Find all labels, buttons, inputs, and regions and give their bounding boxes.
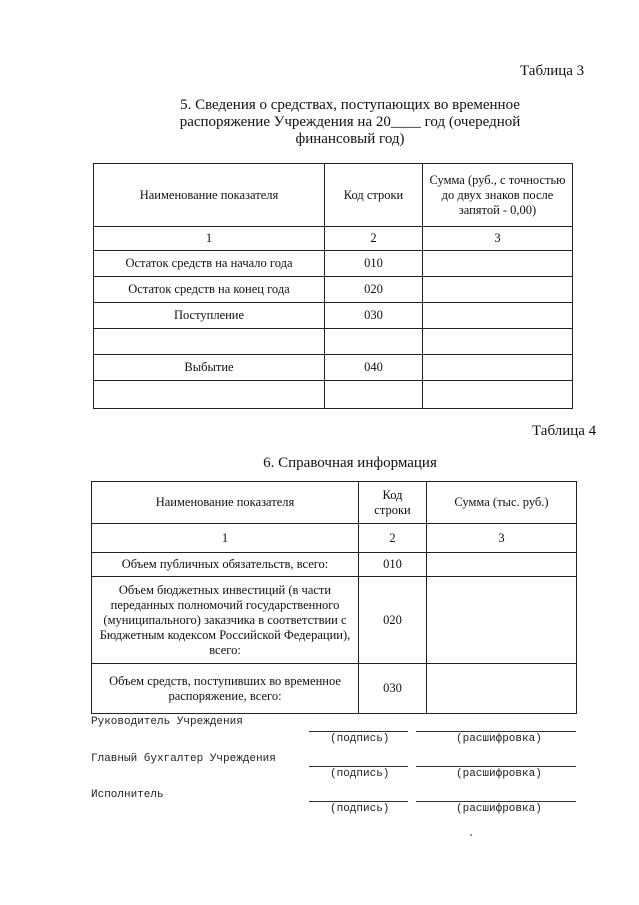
table3-row-code: 040 (325, 355, 423, 381)
table4-row-code: 030 (359, 664, 427, 714)
table3-col-number: 3 (423, 227, 573, 251)
decode-caption-executor: (расшифровка) (456, 803, 542, 815)
section5-title-line1: 5. Сведения о средствах, поступающих во временное (180, 97, 520, 113)
table3-header-code: Код строки (325, 164, 423, 227)
signature-caption-accountant: (подпись) (330, 768, 390, 780)
section5-title-line3: финансовый год) (295, 131, 405, 147)
table4-row-code: 010 (359, 553, 427, 577)
signature-caption-head: (подпись) (330, 733, 390, 745)
table4-header-row (92, 482, 577, 524)
table3-row-sum[interactable] (423, 303, 573, 329)
table3-row-sum[interactable] (423, 277, 573, 303)
section6-title: 6. Справочная информация (263, 455, 437, 471)
table3-header-row (94, 164, 573, 227)
table4-row-name: Объем бюджетных инвестиций (в части переданных полномочий государственного (муниципального) заказчика в соответствии с Бюджетным кодексом Российской Федерации), всего: (92, 577, 359, 664)
table4-row-sum[interactable] (427, 664, 577, 714)
signature-line-executor[interactable] (309, 801, 408, 802)
table4 (91, 481, 577, 714)
decode-line-head[interactable] (416, 731, 576, 732)
table3-row (94, 251, 573, 277)
table3-row (94, 329, 573, 355)
table3-row-code (325, 329, 423, 355)
decode-line-executor[interactable] (416, 801, 576, 802)
table3-row-sum[interactable] (423, 381, 573, 409)
table3-label: Таблица 3 (520, 63, 585, 79)
table4-col-number: 3 (427, 524, 577, 553)
table3-row-name: Поступление (94, 303, 325, 329)
table3-row-name: Остаток средств на начало года (94, 251, 325, 277)
table3-col-number: 1 (94, 227, 325, 251)
decode-line-accountant[interactable] (416, 766, 576, 767)
table4-header-sum: Сумма (тыс. руб.) (427, 482, 577, 524)
table4-header-code: Код строки (359, 482, 427, 524)
table3-row (94, 381, 573, 409)
table3-col-number: 2 (325, 227, 423, 251)
table4-row (92, 553, 577, 577)
scan-speck (470, 834, 472, 836)
table4-label: Таблица 4 (532, 423, 597, 439)
table3-row-name: Остаток средств на конец года (94, 277, 325, 303)
signature-role-head: Руководитель Учреждения (91, 716, 243, 728)
table3 (93, 163, 573, 409)
table4-col-number: 2 (359, 524, 427, 553)
table3-row (94, 303, 573, 329)
table3-row-code (325, 381, 423, 409)
signature-line-head[interactable] (309, 731, 408, 732)
table4-row-code: 020 (359, 577, 427, 664)
table3-header-sum: Сумма (руб., с точностью до двух знаков после запятой - 0,00) (423, 164, 573, 227)
table3-row-name: Выбытие (94, 355, 325, 381)
table3-row-code: 010 (325, 251, 423, 277)
table3-row-sum[interactable] (423, 355, 573, 381)
table4-row (92, 664, 577, 714)
table3-number-row (94, 227, 573, 251)
table4-number-row (92, 524, 577, 553)
table3-row-name (94, 329, 325, 355)
signature-caption-executor: (подпись) (330, 803, 390, 815)
signature-role-accountant: Главный бухгалтер Учреждения (91, 753, 276, 765)
table4-row-name: Объем средств, поступивших во временное распоряжение, всего: (92, 664, 359, 714)
table3-row (94, 277, 573, 303)
table3-header-name: Наименование показателя (94, 164, 325, 227)
table3-row (94, 355, 573, 381)
table4-col-number: 1 (92, 524, 359, 553)
table3-row-code: 030 (325, 303, 423, 329)
table3-row-code: 020 (325, 277, 423, 303)
section5-title-line2: распоряжение Учреждения на 20____ год (очередной (179, 114, 521, 130)
decode-caption-head: (расшифровка) (456, 733, 542, 745)
table3-row-sum[interactable] (423, 329, 573, 355)
table4-row-sum[interactable] (427, 577, 577, 664)
signature-role-executor: Исполнитель (91, 789, 164, 801)
signature-line-accountant[interactable] (309, 766, 408, 767)
decode-caption-accountant: (расшифровка) (456, 768, 542, 780)
section5-title (150, 97, 550, 148)
table4-header-name: Наименование показателя (92, 482, 359, 524)
table4-row (92, 577, 577, 664)
table4-row-name: Объем публичных обязательств, всего: (92, 553, 359, 577)
table3-row-sum[interactable] (423, 251, 573, 277)
table3-row-name (94, 381, 325, 409)
table4-row-sum[interactable] (427, 553, 577, 577)
